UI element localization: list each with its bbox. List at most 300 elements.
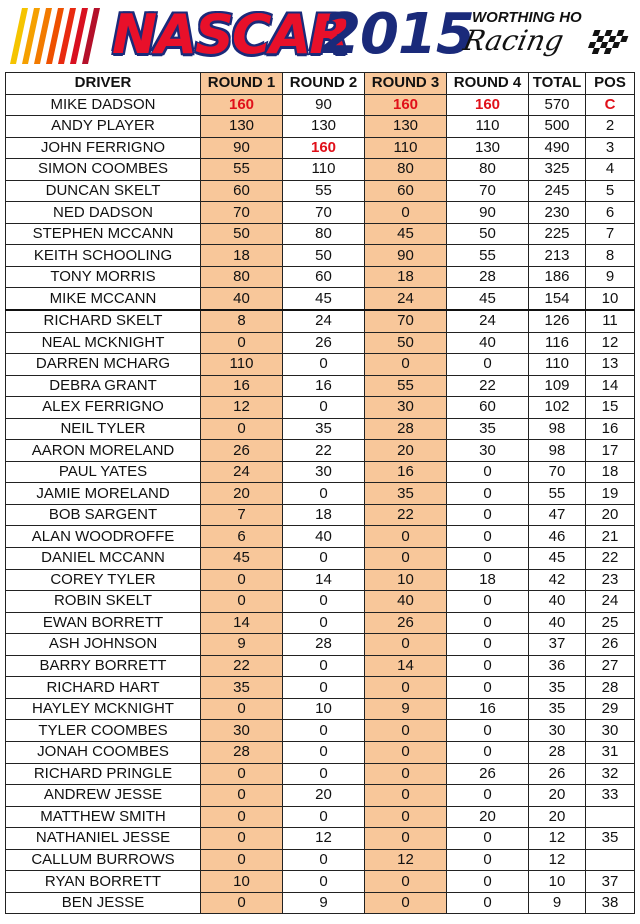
cell-r4: 0 bbox=[447, 892, 529, 914]
cell-r1: 6 bbox=[201, 526, 283, 548]
table-row bbox=[6, 180, 635, 202]
table-row bbox=[6, 806, 635, 828]
cell-r2: 0 bbox=[283, 655, 365, 677]
cell-r2: 80 bbox=[283, 223, 365, 245]
cell-r1: 26 bbox=[201, 440, 283, 462]
col-header-total: TOTAL bbox=[529, 73, 586, 95]
cell-r3: 0 bbox=[365, 741, 447, 763]
cell-pos: 19 bbox=[586, 483, 635, 505]
cell-r2: 160 bbox=[283, 137, 365, 159]
cell-total: 42 bbox=[529, 569, 586, 591]
checkered-flag-icon bbox=[582, 26, 636, 62]
cell-r1: 0 bbox=[201, 806, 283, 828]
cell-r1: 9 bbox=[201, 634, 283, 656]
cell-r4: 0 bbox=[447, 849, 529, 871]
cell-r4: 80 bbox=[447, 159, 529, 181]
col-header-driver: DRIVER bbox=[6, 73, 201, 95]
cell-r2: 0 bbox=[283, 871, 365, 893]
cell-r3: 0 bbox=[365, 871, 447, 893]
cell-total: 500 bbox=[529, 116, 586, 138]
cell-r3: 0 bbox=[365, 828, 447, 850]
cell-r1: 8 bbox=[201, 310, 283, 332]
cell-r1: 60 bbox=[201, 180, 283, 202]
cell-pos: 4 bbox=[586, 159, 635, 181]
cell-r1: 22 bbox=[201, 655, 283, 677]
cell-r1: 0 bbox=[201, 332, 283, 354]
cell-r2: 28 bbox=[283, 634, 365, 656]
cell-driver: MATTHEW SMITH bbox=[6, 806, 201, 828]
cell-r3: 130 bbox=[365, 116, 447, 138]
cell-total: 12 bbox=[529, 828, 586, 850]
table-row bbox=[6, 526, 635, 548]
col-header-round2: ROUND 2 bbox=[283, 73, 365, 95]
cell-total: 30 bbox=[529, 720, 586, 742]
cell-r2: 0 bbox=[283, 354, 365, 376]
racing-stripes-graphic bbox=[8, 8, 126, 64]
cell-pos: 24 bbox=[586, 591, 635, 613]
header-banner bbox=[0, 0, 640, 72]
cell-r3: 45 bbox=[365, 223, 447, 245]
cell-r2: 14 bbox=[283, 569, 365, 591]
cell-total: 213 bbox=[529, 245, 586, 267]
cell-r3: 0 bbox=[365, 548, 447, 570]
cell-r4: 0 bbox=[447, 526, 529, 548]
cell-driver: TYLER COOMBES bbox=[6, 720, 201, 742]
table-row bbox=[6, 655, 635, 677]
cell-r1: 130 bbox=[201, 116, 283, 138]
cell-r3: 0 bbox=[365, 806, 447, 828]
cell-r3: 60 bbox=[365, 180, 447, 202]
cell-r1: 45 bbox=[201, 548, 283, 570]
cell-driver: KEITH SCHOOLING bbox=[6, 245, 201, 267]
cell-r3: 0 bbox=[365, 763, 447, 785]
cell-driver: JONAH COOMBES bbox=[6, 741, 201, 763]
cell-r4: 0 bbox=[447, 785, 529, 807]
cell-r2: 0 bbox=[283, 612, 365, 634]
cell-total: 40 bbox=[529, 591, 586, 613]
cell-r2: 55 bbox=[283, 180, 365, 202]
cell-r4: 35 bbox=[447, 418, 529, 440]
cell-r4: 0 bbox=[447, 354, 529, 376]
table-row bbox=[6, 245, 635, 267]
table-row bbox=[6, 137, 635, 159]
cell-r3: 20 bbox=[365, 440, 447, 462]
cell-r1: 0 bbox=[201, 849, 283, 871]
cell-r1: 14 bbox=[201, 612, 283, 634]
cell-total: 35 bbox=[529, 698, 586, 720]
cell-driver: RYAN BORRETT bbox=[6, 871, 201, 893]
cell-r4: 0 bbox=[447, 591, 529, 613]
cell-r3: 0 bbox=[365, 634, 447, 656]
cell-r1: 35 bbox=[201, 677, 283, 699]
cell-r3: 9 bbox=[365, 698, 447, 720]
cell-r4: 24 bbox=[447, 310, 529, 332]
cell-total: 40 bbox=[529, 612, 586, 634]
cell-r1: 0 bbox=[201, 569, 283, 591]
table-row bbox=[6, 871, 635, 893]
cell-pos: 37 bbox=[586, 871, 635, 893]
cell-r4: 45 bbox=[447, 288, 529, 310]
cell-pos: 38 bbox=[586, 892, 635, 914]
table-row bbox=[6, 440, 635, 462]
cell-r4: 0 bbox=[447, 720, 529, 742]
table-row bbox=[6, 375, 635, 397]
cell-pos: 2 bbox=[586, 116, 635, 138]
cell-pos: 29 bbox=[586, 698, 635, 720]
cell-r2: 0 bbox=[283, 806, 365, 828]
cell-r3: 28 bbox=[365, 418, 447, 440]
cell-pos: 6 bbox=[586, 202, 635, 224]
cell-r1: 18 bbox=[201, 245, 283, 267]
cell-r3: 24 bbox=[365, 288, 447, 310]
cell-pos bbox=[586, 849, 635, 871]
table-row bbox=[6, 828, 635, 850]
cell-r2: 26 bbox=[283, 332, 365, 354]
cell-r3: 22 bbox=[365, 504, 447, 526]
cell-r2: 60 bbox=[283, 266, 365, 288]
cell-driver: COREY TYLER bbox=[6, 569, 201, 591]
cell-r4: 0 bbox=[447, 655, 529, 677]
table-row bbox=[6, 483, 635, 505]
cell-r4: 20 bbox=[447, 806, 529, 828]
cell-r4: 0 bbox=[447, 461, 529, 483]
cell-pos: 20 bbox=[586, 504, 635, 526]
table-row bbox=[6, 548, 635, 570]
cell-r4: 40 bbox=[447, 332, 529, 354]
cell-r1: 40 bbox=[201, 288, 283, 310]
cell-r2: 0 bbox=[283, 591, 365, 613]
cell-r4: 22 bbox=[447, 375, 529, 397]
table-row bbox=[6, 720, 635, 742]
cell-r1: 28 bbox=[201, 741, 283, 763]
cell-driver: NED DADSON bbox=[6, 202, 201, 224]
cell-pos: 28 bbox=[586, 677, 635, 699]
cell-driver: BOB SARGENT bbox=[6, 504, 201, 526]
table-row bbox=[6, 461, 635, 483]
cell-driver: BARRY BORRETT bbox=[6, 655, 201, 677]
cell-r3: 0 bbox=[365, 720, 447, 742]
table-row bbox=[6, 310, 635, 332]
cell-r4: 130 bbox=[447, 137, 529, 159]
cell-r2: 45 bbox=[283, 288, 365, 310]
cell-r3: 12 bbox=[365, 849, 447, 871]
table-row bbox=[6, 591, 635, 613]
cell-total: 47 bbox=[529, 504, 586, 526]
cell-r4: 50 bbox=[447, 223, 529, 245]
cell-total: 36 bbox=[529, 655, 586, 677]
cell-r2: 0 bbox=[283, 548, 365, 570]
cell-pos: 13 bbox=[586, 354, 635, 376]
cell-driver: HAYLEY MCKNIGHT bbox=[6, 698, 201, 720]
table-row bbox=[6, 612, 635, 634]
cell-total: 37 bbox=[529, 634, 586, 656]
cell-driver: MIKE DADSON bbox=[6, 94, 201, 116]
cell-total: 245 bbox=[529, 180, 586, 202]
cell-r1: 0 bbox=[201, 418, 283, 440]
cell-r1: 0 bbox=[201, 785, 283, 807]
cell-r4: 0 bbox=[447, 548, 529, 570]
cell-total: 98 bbox=[529, 440, 586, 462]
cell-pos: 7 bbox=[586, 223, 635, 245]
cell-driver: DEBRA GRANT bbox=[6, 375, 201, 397]
cell-driver: DUNCAN SKELT bbox=[6, 180, 201, 202]
cell-pos: 26 bbox=[586, 634, 635, 656]
cell-total: 9 bbox=[529, 892, 586, 914]
cell-r2: 16 bbox=[283, 375, 365, 397]
cell-r2: 0 bbox=[283, 483, 365, 505]
table-row bbox=[6, 634, 635, 656]
cell-total: 186 bbox=[529, 266, 586, 288]
cell-r2: 40 bbox=[283, 526, 365, 548]
cell-r2: 50 bbox=[283, 245, 365, 267]
cell-pos bbox=[586, 806, 635, 828]
team-name-line1: WORTHING HO bbox=[472, 9, 582, 26]
cell-r3: 0 bbox=[365, 526, 447, 548]
cell-driver: ALEX FERRIGNO bbox=[6, 397, 201, 419]
cell-r1: 50 bbox=[201, 223, 283, 245]
cell-r4: 70 bbox=[447, 180, 529, 202]
cell-r1: 7 bbox=[201, 504, 283, 526]
cell-pos: 25 bbox=[586, 612, 635, 634]
cell-r4: 26 bbox=[447, 763, 529, 785]
cell-driver: ROBIN SKELT bbox=[6, 591, 201, 613]
table-row bbox=[6, 116, 635, 138]
cell-driver: TONY MORRIS bbox=[6, 266, 201, 288]
cell-r3: 14 bbox=[365, 655, 447, 677]
cell-pos: 15 bbox=[586, 397, 635, 419]
cell-pos: 10 bbox=[586, 288, 635, 310]
cell-driver: EWAN BORRETT bbox=[6, 612, 201, 634]
cell-r4: 0 bbox=[447, 828, 529, 850]
cell-pos: C bbox=[586, 94, 635, 116]
cell-r2: 110 bbox=[283, 159, 365, 181]
cell-driver: JAMIE MORELAND bbox=[6, 483, 201, 505]
cell-total: 20 bbox=[529, 806, 586, 828]
cell-total: 35 bbox=[529, 677, 586, 699]
cell-driver: DARREN MCHARG bbox=[6, 354, 201, 376]
table-row bbox=[6, 849, 635, 871]
cell-pos: 32 bbox=[586, 763, 635, 785]
cell-pos: 35 bbox=[586, 828, 635, 850]
table-header-row bbox=[6, 73, 635, 95]
cell-r1: 16 bbox=[201, 375, 283, 397]
cell-r4: 55 bbox=[447, 245, 529, 267]
cell-total: 98 bbox=[529, 418, 586, 440]
cell-r1: 55 bbox=[201, 159, 283, 181]
cell-total: 28 bbox=[529, 741, 586, 763]
cell-r1: 0 bbox=[201, 591, 283, 613]
table-row bbox=[6, 785, 635, 807]
cell-total: 46 bbox=[529, 526, 586, 548]
cell-total: 20 bbox=[529, 785, 586, 807]
cell-r1: 90 bbox=[201, 137, 283, 159]
cell-driver: ALAN WOODROFFE bbox=[6, 526, 201, 548]
cell-r2: 0 bbox=[283, 849, 365, 871]
cell-r1: 20 bbox=[201, 483, 283, 505]
col-header-round3: ROUND 3 bbox=[365, 73, 447, 95]
cell-driver: RICHARD HART bbox=[6, 677, 201, 699]
cell-pos: 30 bbox=[586, 720, 635, 742]
cell-driver: JOHN FERRIGNO bbox=[6, 137, 201, 159]
cell-total: 102 bbox=[529, 397, 586, 419]
cell-r4: 16 bbox=[447, 698, 529, 720]
cell-r1: 0 bbox=[201, 763, 283, 785]
cell-r2: 0 bbox=[283, 720, 365, 742]
cell-driver: PAUL YATES bbox=[6, 461, 201, 483]
cell-pos: 18 bbox=[586, 461, 635, 483]
cell-total: 154 bbox=[529, 288, 586, 310]
cell-r3: 90 bbox=[365, 245, 447, 267]
cell-r1: 0 bbox=[201, 892, 283, 914]
cell-total: 26 bbox=[529, 763, 586, 785]
cell-r4: 0 bbox=[447, 871, 529, 893]
cell-r3: 0 bbox=[365, 892, 447, 914]
cell-pos: 27 bbox=[586, 655, 635, 677]
cell-r2: 24 bbox=[283, 310, 365, 332]
cell-driver: RICHARD SKELT bbox=[6, 310, 201, 332]
cell-driver: DANIEL MCCANN bbox=[6, 548, 201, 570]
cell-r3: 0 bbox=[365, 354, 447, 376]
cell-r2: 10 bbox=[283, 698, 365, 720]
cell-r4: 28 bbox=[447, 266, 529, 288]
cell-r4: 0 bbox=[447, 612, 529, 634]
cell-r2: 30 bbox=[283, 461, 365, 483]
cell-total: 55 bbox=[529, 483, 586, 505]
cell-r2: 12 bbox=[283, 828, 365, 850]
cell-r1: 30 bbox=[201, 720, 283, 742]
cell-r1: 160 bbox=[201, 94, 283, 116]
cell-r2: 22 bbox=[283, 440, 365, 462]
cell-r3: 160 bbox=[365, 94, 447, 116]
table-row bbox=[6, 354, 635, 376]
cell-total: 116 bbox=[529, 332, 586, 354]
cell-r4: 18 bbox=[447, 569, 529, 591]
cell-total: 325 bbox=[529, 159, 586, 181]
cell-r3: 80 bbox=[365, 159, 447, 181]
cell-driver: CALLUM BURROWS bbox=[6, 849, 201, 871]
table-row bbox=[6, 677, 635, 699]
cell-r3: 18 bbox=[365, 266, 447, 288]
cell-r2: 0 bbox=[283, 741, 365, 763]
col-header-pos: POS bbox=[586, 73, 635, 95]
standings-table bbox=[5, 72, 635, 914]
cell-pos: 8 bbox=[586, 245, 635, 267]
cell-driver: ASH JOHNSON bbox=[6, 634, 201, 656]
cell-r3: 35 bbox=[365, 483, 447, 505]
cell-pos: 14 bbox=[586, 375, 635, 397]
table-row bbox=[6, 288, 635, 310]
cell-r3: 16 bbox=[365, 461, 447, 483]
cell-total: 109 bbox=[529, 375, 586, 397]
cell-pos: 21 bbox=[586, 526, 635, 548]
cell-r3: 40 bbox=[365, 591, 447, 613]
cell-r1: 0 bbox=[201, 698, 283, 720]
cell-pos: 3 bbox=[586, 137, 635, 159]
cell-r4: 0 bbox=[447, 634, 529, 656]
cell-r2: 0 bbox=[283, 763, 365, 785]
cell-r2: 20 bbox=[283, 785, 365, 807]
cell-driver: ANDREW JESSE bbox=[6, 785, 201, 807]
cell-total: 570 bbox=[529, 94, 586, 116]
cell-r4: 30 bbox=[447, 440, 529, 462]
table-row bbox=[6, 741, 635, 763]
nascar-logo: NASCAR bbox=[112, 3, 349, 66]
cell-total: 12 bbox=[529, 849, 586, 871]
table-row bbox=[6, 159, 635, 181]
table-row bbox=[6, 418, 635, 440]
cell-driver: NEIL TYLER bbox=[6, 418, 201, 440]
table-row bbox=[6, 202, 635, 224]
cell-r3: 10 bbox=[365, 569, 447, 591]
cell-r2: 0 bbox=[283, 677, 365, 699]
cell-r4: 60 bbox=[447, 397, 529, 419]
cell-r4: 0 bbox=[447, 677, 529, 699]
table-row bbox=[6, 569, 635, 591]
cell-total: 490 bbox=[529, 137, 586, 159]
cell-driver: ANDY PLAYER bbox=[6, 116, 201, 138]
cell-r1: 0 bbox=[201, 828, 283, 850]
cell-r3: 55 bbox=[365, 375, 447, 397]
table-row bbox=[6, 504, 635, 526]
cell-driver: BEN JESSE bbox=[6, 892, 201, 914]
cell-pos: 12 bbox=[586, 332, 635, 354]
cell-total: 45 bbox=[529, 548, 586, 570]
cell-pos: 23 bbox=[586, 569, 635, 591]
col-header-round1: ROUND 1 bbox=[201, 73, 283, 95]
cell-total: 225 bbox=[529, 223, 586, 245]
table-row bbox=[6, 698, 635, 720]
table-row bbox=[6, 223, 635, 245]
cell-pos: 17 bbox=[586, 440, 635, 462]
cell-r3: 26 bbox=[365, 612, 447, 634]
cell-r1: 110 bbox=[201, 354, 283, 376]
col-header-round4: ROUND 4 bbox=[447, 73, 529, 95]
cell-total: 126 bbox=[529, 310, 586, 332]
cell-r3: 0 bbox=[365, 202, 447, 224]
season-year: 2015 bbox=[322, 2, 474, 67]
cell-r2: 90 bbox=[283, 94, 365, 116]
cell-total: 230 bbox=[529, 202, 586, 224]
table-row bbox=[6, 94, 635, 116]
cell-r1: 80 bbox=[201, 266, 283, 288]
cell-r4: 0 bbox=[447, 741, 529, 763]
cell-r1: 70 bbox=[201, 202, 283, 224]
cell-r1: 10 bbox=[201, 871, 283, 893]
cell-pos: 5 bbox=[586, 180, 635, 202]
cell-pos: 31 bbox=[586, 741, 635, 763]
cell-r1: 24 bbox=[201, 461, 283, 483]
table-row bbox=[6, 332, 635, 354]
table-row bbox=[6, 763, 635, 785]
cell-r2: 0 bbox=[283, 397, 365, 419]
cell-pos: 22 bbox=[586, 548, 635, 570]
table-row bbox=[6, 892, 635, 914]
cell-r3: 0 bbox=[365, 785, 447, 807]
cell-r4: 0 bbox=[447, 504, 529, 526]
cell-total: 10 bbox=[529, 871, 586, 893]
cell-driver: NATHANIEL JESSE bbox=[6, 828, 201, 850]
cell-pos: 33 bbox=[586, 785, 635, 807]
cell-r2: 18 bbox=[283, 504, 365, 526]
cell-pos: 16 bbox=[586, 418, 635, 440]
cell-r2: 70 bbox=[283, 202, 365, 224]
cell-r3: 0 bbox=[365, 677, 447, 699]
cell-r1: 12 bbox=[201, 397, 283, 419]
cell-r3: 70 bbox=[365, 310, 447, 332]
cell-driver: NEAL MCKNIGHT bbox=[6, 332, 201, 354]
cell-r3: 50 bbox=[365, 332, 447, 354]
cell-driver: SIMON COOMBES bbox=[6, 159, 201, 181]
